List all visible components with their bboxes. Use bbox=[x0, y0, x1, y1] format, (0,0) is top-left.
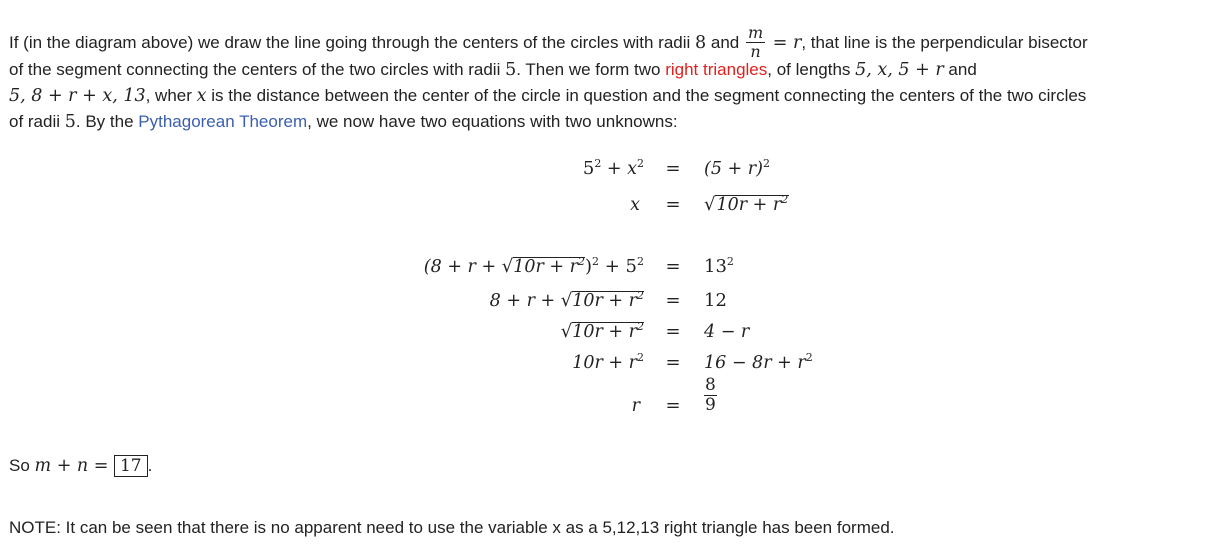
equation-3-rhs bbox=[704, 256, 734, 278]
line3-text-post: is the distance between the center of the circle in question and the segment connecting the centers of the two circles bbox=[206, 86, 1087, 105]
equation-6-rel: = bbox=[665, 352, 681, 373]
equation-3-rel: = bbox=[665, 256, 681, 277]
e2-radicand-exp: 2 bbox=[781, 193, 789, 206]
sqrt-sign: √ bbox=[560, 321, 573, 342]
equation-7-rel: = bbox=[665, 395, 681, 416]
e6-lhs-exp: 2 bbox=[637, 351, 644, 364]
right-triangles-link[interactable]: right triangles bbox=[665, 60, 768, 79]
e3-lhs-exp2: 2 bbox=[637, 255, 644, 268]
line3-lengths-math: 5, 8 + r + x, 13 bbox=[9, 86, 146, 106]
answer-so: So bbox=[9, 456, 35, 475]
e1-rhs-exp: 2 bbox=[762, 157, 770, 170]
e1-lhs-five: 5 bbox=[582, 158, 595, 179]
line1-text-pre: If (in the diagram above) we draw the line going through the centers of the circles with radii bbox=[9, 32, 696, 52]
fraction-numerator: m bbox=[747, 23, 764, 42]
line2-radius-5: 5 bbox=[505, 60, 517, 80]
equation-2-rhs bbox=[704, 194, 789, 216]
line4-text-post: , we now have two equations with two unknowns: bbox=[307, 112, 678, 131]
e3-radicand bbox=[513, 257, 585, 277]
e1-lhs-exp2: 2 bbox=[637, 157, 644, 170]
e2-radicand-text: 10r + r bbox=[716, 195, 782, 215]
e3-lhs-pre: (8 + r + bbox=[423, 257, 502, 277]
answer-box: 17 bbox=[114, 455, 148, 477]
paragraph-line-2 bbox=[9, 60, 977, 80]
e6-lhs-text: 10r + r bbox=[572, 353, 637, 373]
e3-radicand-text: 10r + r bbox=[513, 257, 578, 277]
e5-radicand-exp: 2 bbox=[637, 320, 644, 333]
e3-rhs-exp: 2 bbox=[726, 255, 734, 268]
line2-text-mid2: , of lengths bbox=[767, 60, 856, 79]
e3-lhs-tail: + 5 bbox=[599, 256, 637, 277]
e3-rhs-base: 13 bbox=[704, 256, 727, 277]
line2-lengths-math: 5, x, 5 + r bbox=[855, 60, 944, 80]
paragraph-line-4 bbox=[9, 112, 678, 132]
equation-2-lhs: x bbox=[630, 195, 640, 215]
e4-radicand-text: 10r + r bbox=[572, 291, 637, 311]
equation-4-lhs bbox=[490, 290, 644, 312]
equation-4-rel: = bbox=[665, 290, 681, 311]
paragraph-line-1 bbox=[9, 25, 1088, 62]
line2-text-pre: of the segment connecting the centers of the two circles with radii bbox=[9, 60, 506, 79]
e1-lhs-exp: 2 bbox=[594, 157, 602, 170]
e1-rhs-base: (5 + r) bbox=[704, 159, 763, 179]
e3-lhs-exp: 2 bbox=[592, 255, 600, 268]
line4-radius-5: 5 bbox=[64, 112, 76, 132]
answer-line bbox=[9, 455, 152, 477]
equation-6-rhs bbox=[704, 352, 813, 374]
sqrt-sign: √ bbox=[704, 194, 716, 215]
e4-radicand-exp: 2 bbox=[637, 289, 644, 302]
e5-radicand-text: 10r + r bbox=[572, 322, 637, 342]
fraction-m-over-n bbox=[746, 24, 765, 61]
sqrt-sign: √ bbox=[560, 290, 573, 311]
line1-radius-8: 8 bbox=[695, 32, 707, 53]
equation-1-rhs bbox=[704, 158, 770, 180]
e6-rhs-exp: 2 bbox=[805, 351, 813, 364]
line1-text-post: , that line is the perpendicular bisector bbox=[801, 32, 1088, 52]
fraction-eight-ninths bbox=[704, 376, 717, 415]
equation-2-rel: = bbox=[665, 194, 681, 215]
e3-lhs-close: ) bbox=[584, 256, 593, 277]
answer-expression: m + n = bbox=[34, 456, 114, 476]
line3-text-mid: , wher bbox=[145, 86, 197, 105]
e5-radicand bbox=[572, 322, 644, 342]
e3-radicand-exp: 2 bbox=[577, 255, 585, 268]
e7-denominator: 9 bbox=[705, 395, 716, 415]
e2-radicand bbox=[715, 195, 789, 215]
equation-1-lhs bbox=[583, 158, 644, 180]
equation-6-lhs bbox=[572, 352, 644, 374]
e7-numerator: 8 bbox=[705, 375, 716, 395]
fraction-denominator: n bbox=[750, 42, 761, 61]
answer-period: . bbox=[147, 456, 153, 475]
line4-text-mid: . By the bbox=[75, 112, 139, 131]
line4-text-pre: of radii bbox=[9, 112, 65, 131]
line3-variable-x: x bbox=[196, 86, 207, 106]
line1-and: and bbox=[706, 32, 744, 52]
paragraph-line-3 bbox=[9, 86, 1086, 106]
e1-lhs-x: + x bbox=[601, 159, 637, 179]
equation-5-rel: = bbox=[665, 321, 681, 342]
equation-3-lhs bbox=[424, 256, 644, 278]
pythagorean-theorem-link[interactable]: Pythagorean Theorem bbox=[138, 112, 308, 131]
equation-7-lhs: r bbox=[631, 396, 640, 416]
e4-radicand bbox=[572, 291, 644, 311]
sqrt-sign: √ bbox=[501, 256, 514, 277]
equation-4-rhs: 12 bbox=[704, 290, 727, 311]
equation-5-rhs: 4 − r bbox=[704, 322, 750, 342]
note-line: NOTE: It can be seen that there is no apparent need to use the variable x as a 5,12,13 right triangle has been formed. bbox=[9, 518, 895, 537]
equation-5-lhs bbox=[561, 321, 644, 343]
e6-rhs-text: 16 − 8r + r bbox=[704, 353, 806, 373]
line2-text-post: and bbox=[943, 60, 977, 79]
equation-1-rel: = bbox=[665, 158, 681, 179]
e4-lhs-pre: 8 + r + bbox=[489, 291, 561, 311]
line2-text-mid: . Then we form two bbox=[516, 60, 666, 79]
line1-equals-r: = r bbox=[767, 32, 802, 53]
